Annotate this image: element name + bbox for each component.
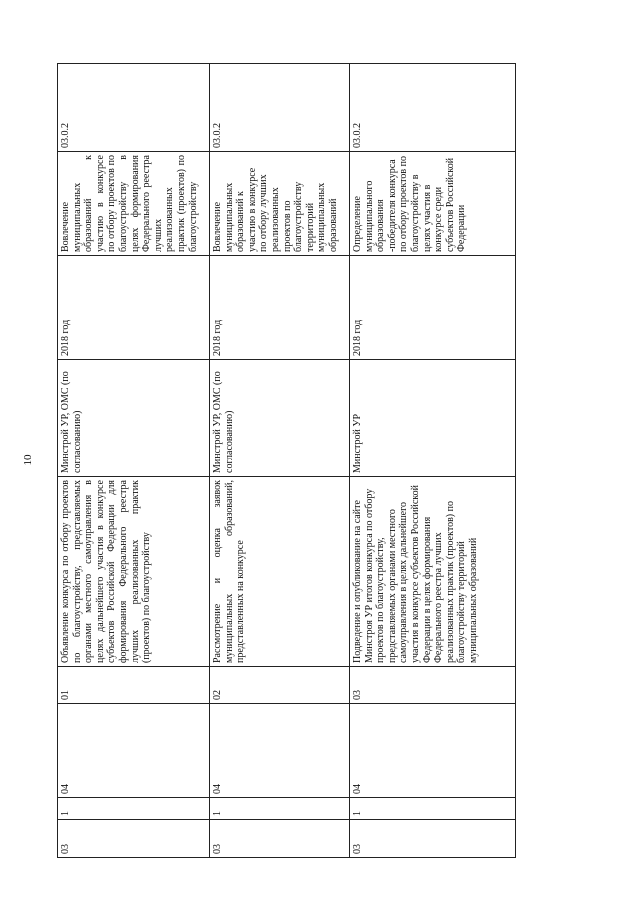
cell-code: 03.0.2 [58,64,210,152]
table-row [350,64,516,858]
cell-executor: Минстрой УР, ОМС (по согласованию) [210,360,350,477]
rotated-table-wrapper [57,64,515,858]
cell-result: Определение муниципального образования -победителя конкурса по отбору проектов по благоустройству в целях участия в конкурсе среди субъектов Российской Федерации [350,152,516,256]
cell-executor: Минстрой УР [350,360,516,477]
cell-subprogram: 03 [58,820,210,858]
cell-item: 03 [350,667,516,704]
cell-measure: 04 [210,704,350,798]
table-row [58,64,210,858]
cell-year: 2018 год [350,256,516,360]
cell-item: 01 [58,667,210,704]
cell-code: 03.0.2 [210,64,350,152]
table-row [210,64,350,858]
cell-executor: Минстрой УР, ОМС (по согласованию) [58,360,210,477]
cell-subprogram: 03 [210,820,350,858]
page-number: 10 [22,454,34,466]
cell-result: Вовлечение муниципальных образований к участию в конкурсе по отбору лучших реализованных проектов по благоустройству территорий муниципальных образований [210,152,350,256]
cell-code: 03.0.2 [350,64,516,152]
cell-task: 1 [350,798,516,820]
cell-measure: 04 [350,704,516,798]
cell-task: 1 [58,798,210,820]
cell-title: Подведение и опубликование на сайте Минстроя УР итогов конкурса по отбору проектов по благоустройству, представляемых органами местного самоуправления в целях дальнейшего участия в конкурсе субъектов Российской Федерации в целях формирования Федерального реестра лучших реализованных практик (проектов) по благоустройству территорий муниципальных образований [350,477,516,667]
cell-task: 1 [210,798,350,820]
cell-result: Вовлечение муниципальных образований к участию в конкурсе по отбору проектов по благоустройству в целях формирования Федерального реестра лучших реализованных практик (проектов) по благоустройству [58,152,210,256]
cell-year: 2018 год [58,256,210,360]
cell-measure: 04 [58,704,210,798]
cell-title: Объявление конкурса по отбору проектов по благоустройству, представляемых органами местного самоуправления в целях дальнейшего участия в конкурсе субъектов Российской Федерации для формирования Федерального реестра лучших реализованных практик (проектов) по благоустройству [58,477,210,667]
cell-subprogram: 03 [350,820,516,858]
cell-item: 02 [210,667,350,704]
cell-year: 2018 год [210,256,350,360]
cell-title: Рассмотрение и оценка заявок муниципальных образований, представленных на конкурсе [210,477,350,667]
activities-table [57,63,516,858]
